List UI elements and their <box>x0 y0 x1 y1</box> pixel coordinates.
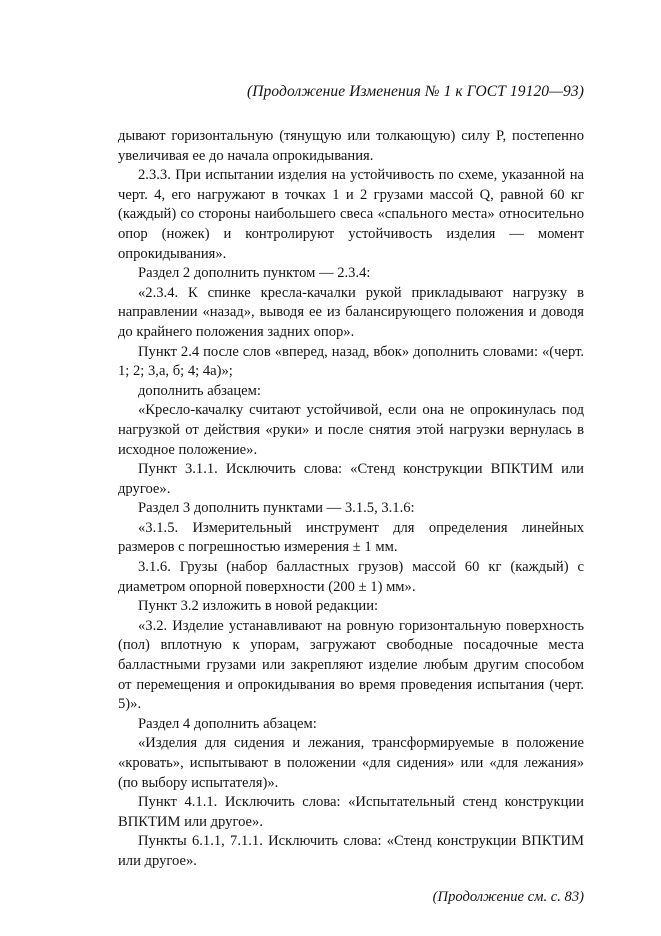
paragraph-5: Пункт 2.4 после слов «вперед, назад, вбок» дополнить словами: «(черт. 1; 2; 3,а, б; 4; 4а)»; <box>118 343 584 380</box>
paragraph-11: 3.1.6. Грузы (набор балластных грузов) массой 60 кг (каждый) с диаметром опорной поверхности (200 ± 1) мм». <box>118 559 584 595</box>
page-header: (Продолжение Изменения № 1 к ГОСТ 19120—93) <box>247 83 584 100</box>
paragraph-9: Раздел 3 дополнить пунктами — 3.1.5, 3.1.6: <box>138 500 415 517</box>
paragraph-1: дывают горизонтальную (тянущую или толкающую) силу P, постепенно увеличивая ее до начала опрокидывания. <box>118 128 584 164</box>
paragraph-10: «3.1.5. Измерительный инструмент для определения линейных размеров с погрешностью измерения ± 1 мм. <box>118 519 584 556</box>
document-body <box>118 127 584 872</box>
paragraph-17: Пункты 6.1.1, 7.1.1. Исключить слова: «Стенд конструкции ВПКТИМ или другое». <box>118 833 584 869</box>
paragraph-8: Пункт 3.1.1. Исключить слова: «Стенд конструкции ВПКТИМ или другое». <box>118 461 584 497</box>
paragraph-2: 2.3.3. При испытании изделия на устойчивость по схеме, указанной на черт. 4, его нагружают в точках 1 и 2 грузами массой Q, равной 60 кг (каждый) со стороны наибольшего свеса «спального места» относительно опор (ножек) и контролируют устойчивость изделия — момент опрокидывания». <box>118 167 584 262</box>
paragraph-15: «Изделия для сидения и лежания, трансформируемые в положение «кровать», испытывают в положении «для сидения» или «для лежания» (по выбору испытателя)». <box>118 735 584 791</box>
paragraph-16: Пункт 4.1.1. Исключить слова: «Испытательный стенд конструкции ВПКТИМ или другое». <box>118 794 584 830</box>
paragraph-3: Раздел 2 дополнить пунктом — 2.3.4: <box>138 265 371 282</box>
paragraph-12: Пункт 3.2 изложить в новой редакции: <box>138 598 379 615</box>
paragraph-13: «3.2. Изделие устанавливают на ровную горизонтальную поверхность (пол) вплотную к упорам, загружают свободные посадочные места балластными грузами или закрепляют изделие любым другим способом от перемещения и опрокидывания во время проведения испытания (черт. 5)». <box>118 617 584 713</box>
paragraph-6: дополнить абзацем: <box>138 382 261 399</box>
paragraph-7: «Кресло-качалку считают устойчивой, если она не опрокинулась под нагрузкой от действия «руки» и после снятия этой нагрузки вернулась в исходное положение». <box>118 402 584 458</box>
paragraph-14: Раздел 4 дополнить абзацем: <box>138 715 317 732</box>
document-page <box>118 82 584 907</box>
page-footer: (Продолжение см. с. 83) <box>432 888 584 905</box>
paragraph-4: «2.3.4. К спинке кресла-качалки рукой прикладывают нагрузку в направлении «назад», выводя ее из балансирующего положения и доводя до крайнего положения задних опор». <box>118 284 584 340</box>
